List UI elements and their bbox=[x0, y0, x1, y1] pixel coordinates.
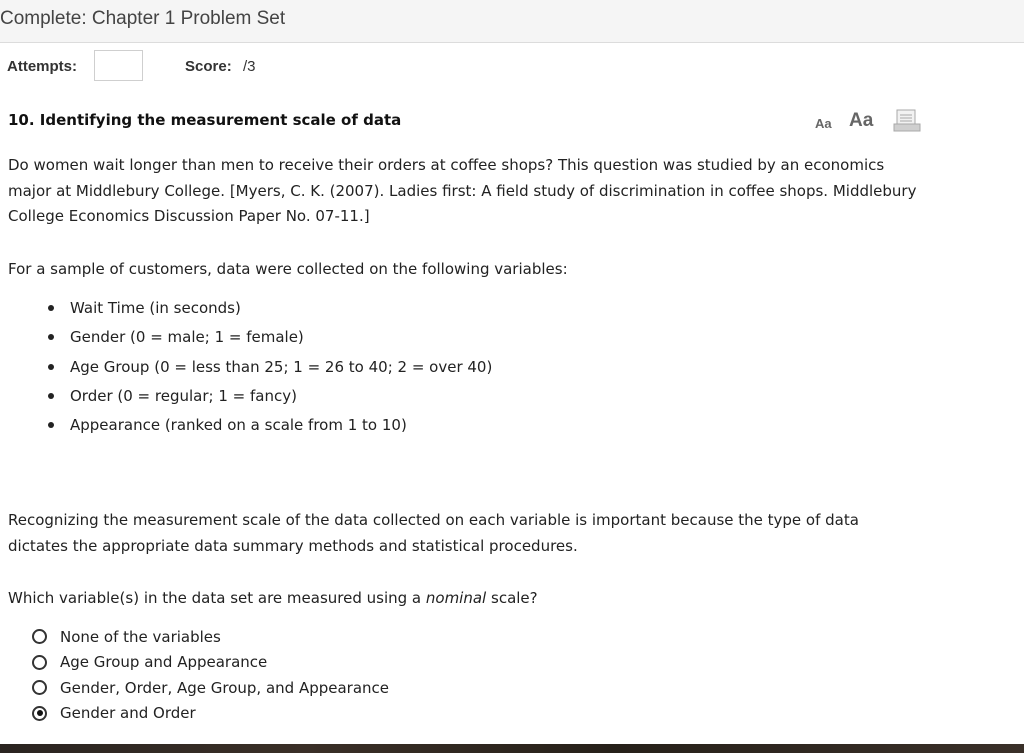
list-item: Gender (0 = male; 1 = female) bbox=[48, 324, 492, 353]
page-title: Complete: Chapter 1 Problem Set bbox=[0, 8, 286, 29]
attempts-field bbox=[94, 50, 143, 81]
radio-button[interactable] bbox=[32, 655, 47, 670]
prompt-text-end: scale? bbox=[486, 589, 538, 607]
answer-option[interactable] bbox=[32, 701, 389, 727]
list-item: Order (0 = regular; 1 = fancy) bbox=[48, 383, 492, 412]
increase-font-button[interactable]: Aa bbox=[849, 110, 874, 131]
prompt-emphasis: nominal bbox=[425, 589, 487, 607]
prompt-text: Which variable(s) in the data set are measured using a bbox=[8, 589, 426, 607]
answer-options bbox=[32, 624, 389, 726]
question-title: 10. Identifying the measurement scale of data bbox=[8, 111, 402, 129]
radio-button[interactable] bbox=[32, 706, 47, 721]
answer-option[interactable] bbox=[32, 624, 389, 650]
score-label: Score: bbox=[185, 58, 232, 75]
option-label: None of the variables bbox=[60, 627, 221, 646]
radio-button[interactable] bbox=[32, 680, 47, 695]
decrease-font-button[interactable]: Aa bbox=[815, 116, 832, 131]
recognize-paragraph: Recognizing the measurement scale of the data collected on each variable is important because the type of data dictates the appropriate data summary methods and statistical procedures. bbox=[8, 511, 859, 555]
answer-option[interactable] bbox=[32, 675, 389, 701]
attempts-label: Attempts: bbox=[7, 58, 77, 75]
answer-option[interactable] bbox=[32, 650, 389, 676]
option-label: Age Group and Appearance bbox=[60, 653, 268, 672]
variables-lead: For a sample of customers, data were collected on the following variables: bbox=[8, 260, 568, 278]
radio-button[interactable] bbox=[32, 629, 47, 644]
header-bar bbox=[0, 0, 1024, 43]
variables-list bbox=[48, 295, 492, 441]
question-prompt bbox=[8, 586, 918, 612]
list-item: Appearance (ranked on a scale from 1 to 10) bbox=[48, 412, 492, 441]
question-intro: Do women wait longer than men to receive their orders at coffee shops? This question was studied by an economics major at Middlebury College. [Myers, C. K. (2007). Ladies first: A field study of discrimination in coffee shops. Middlebury College Economics Discussion Paper No. 07-11.] bbox=[8, 156, 917, 225]
list-item: Age Group (0 = less than 25; 1 = 26 to 40; 2 = over 40) bbox=[48, 354, 492, 383]
print-icon[interactable] bbox=[893, 109, 921, 133]
list-item: Wait Time (in seconds) bbox=[48, 295, 492, 324]
score-value: /3 bbox=[243, 58, 256, 75]
option-label: Gender, Order, Age Group, and Appearance bbox=[60, 678, 390, 697]
option-label: Gender and Order bbox=[60, 704, 196, 723]
bottom-strip bbox=[0, 744, 1024, 753]
